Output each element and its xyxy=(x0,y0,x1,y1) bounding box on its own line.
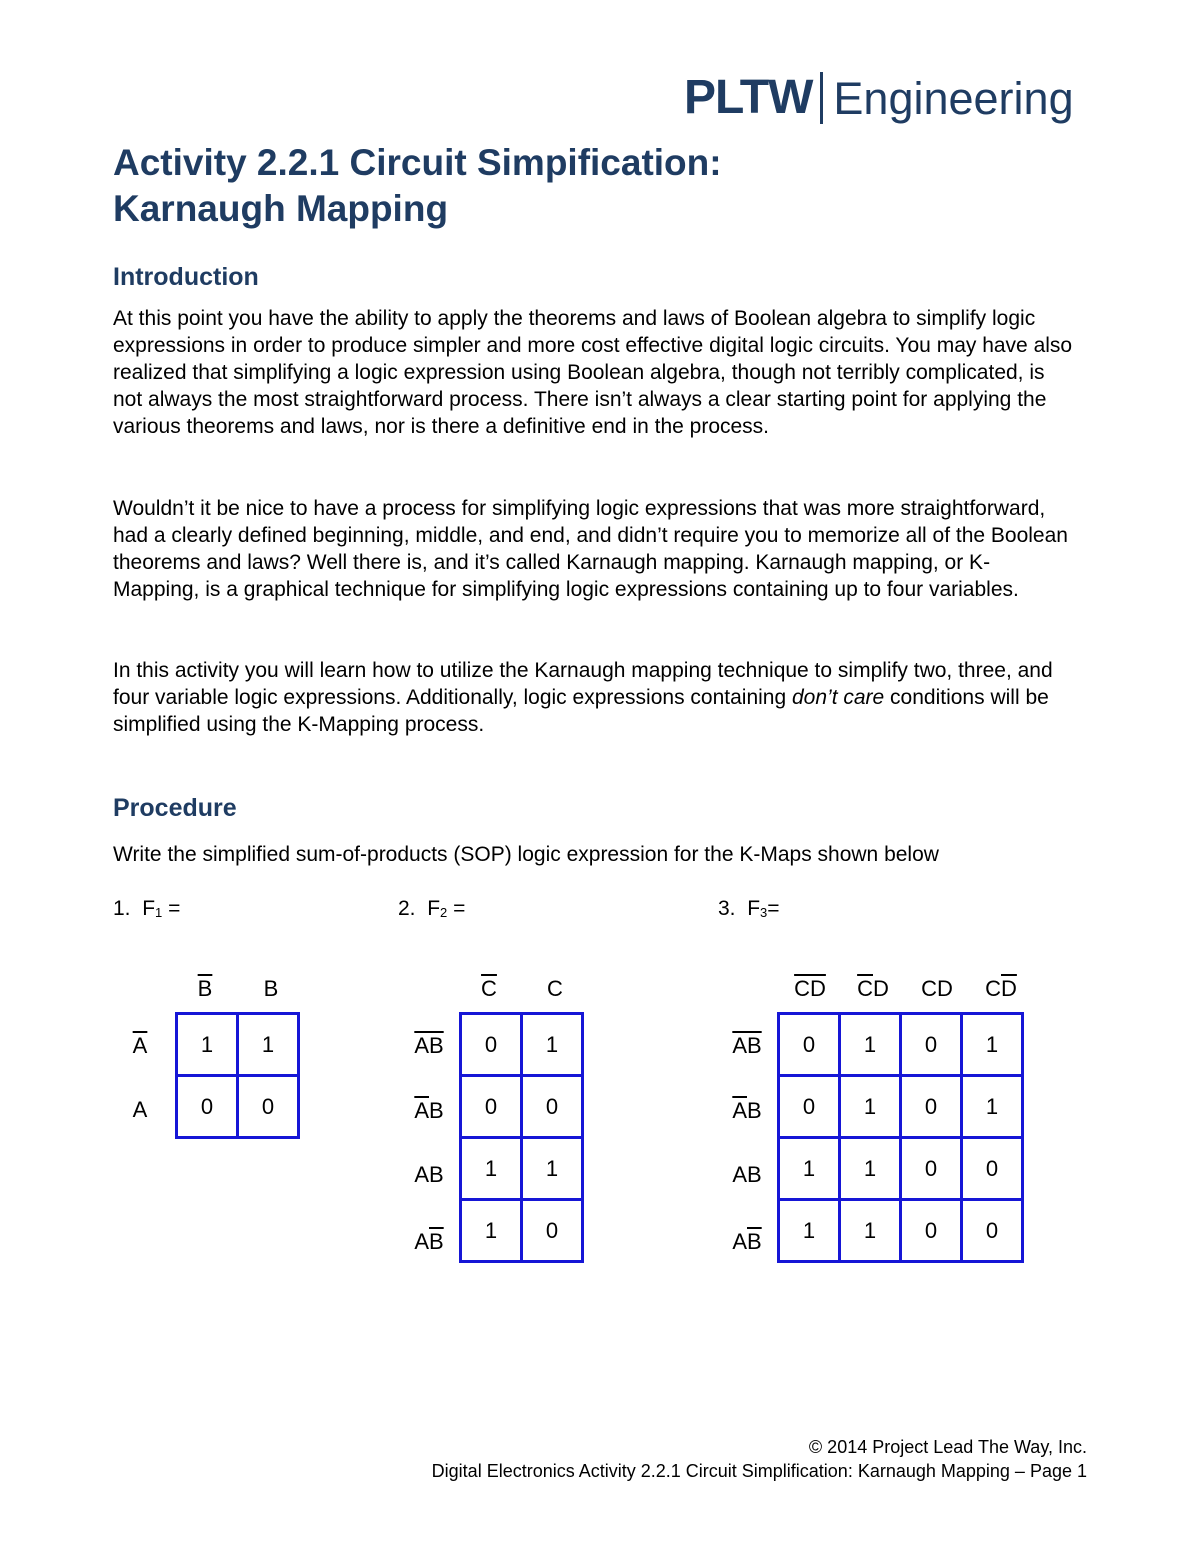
procedure-heading: Procedure xyxy=(113,794,237,822)
kmap3-cell: 1 xyxy=(840,1200,901,1262)
intro-paragraph-1: At this point you have the ability to apply the theorems and laws of Boolean algebra to simplify logic expressions in order to produce simpler and more cost effective digital logic circuits. You may have also realized that simplifying a logic expression using Boolean algebra, though not terribly complicated, is not always the most straightforward process. There isn’t always a clear starting point for applying the various theorems and laws, nor is there a definitive end in the process. xyxy=(113,307,1073,438)
kmap3-row xyxy=(779,1200,1023,1262)
kmap2-cell: 1 xyxy=(522,1014,583,1076)
kmap2-cell: 1 xyxy=(461,1200,522,1262)
kmap2-row-label-1: $\overline{A}\overline{B}$ xyxy=(414,1033,444,1058)
kmap2-cell: 1 xyxy=(461,1138,522,1200)
kmap2-cell: 1 xyxy=(522,1138,583,1200)
page-title xyxy=(113,140,722,232)
kmap2-row xyxy=(461,1076,583,1138)
kmap3-col-label-4: $C\overline{D}$ xyxy=(985,976,1017,1001)
kmap2-cell: 0 xyxy=(522,1076,583,1138)
kmap1-row xyxy=(177,1076,299,1138)
kmap3-cell: 0 xyxy=(901,1200,962,1262)
intro-paragraph-3 xyxy=(113,657,1073,738)
kmap1-cell: 0 xyxy=(177,1076,238,1138)
kmap3-row xyxy=(779,1076,1023,1138)
logo-product: Engineering xyxy=(833,72,1074,124)
introduction-heading: Introduction xyxy=(113,263,259,291)
kmap3-row-label-3: AB xyxy=(732,1162,762,1187)
footer-page-line: Digital Electronics Activity 2.2.1 Circuit Simplification: Karnaugh Mapping – Page 1 xyxy=(431,1461,1087,1481)
kmap3-col-label-1: $\overline{C}\overline{D}$ xyxy=(794,976,826,1001)
kmap2-row xyxy=(461,1014,583,1076)
question-3-label: 3. $F_3=$ xyxy=(718,897,780,920)
question-2-label: 2. $F_2$ = xyxy=(398,897,466,920)
kmap1-col-label-b: B xyxy=(263,976,279,1001)
kmap2-cell: 0 xyxy=(522,1200,583,1262)
kmap3-row-label-4: $A\overline{B}$ xyxy=(732,1229,762,1254)
kmap3-row-label-2: $\overline{A}B$ xyxy=(732,1098,762,1123)
procedure-prompt: Write the simplified sum-of-products (SOP) logic expression for the K-Maps shown below xyxy=(113,843,939,866)
kmap2-row xyxy=(461,1138,583,1200)
kmap3-cell: 1 xyxy=(962,1014,1023,1076)
intro-p3-text-b: conditions will be simplified using the K-Mapping process. xyxy=(113,686,1049,736)
kmap3-cell: 0 xyxy=(779,1014,840,1076)
kmap3-col-label-2: $\overline{C}D$ xyxy=(857,976,889,1001)
kmap3-cell: 1 xyxy=(779,1138,840,1200)
kmap1-row xyxy=(177,1014,299,1076)
title-line-1: Activity 2.2.1 Circuit Simpification: xyxy=(113,142,722,183)
kmap1-cell: 0 xyxy=(238,1076,299,1138)
kmap2-cell: 0 xyxy=(461,1076,522,1138)
kmap2-col-label-c: C xyxy=(547,976,563,1001)
logo-brand: PLTW xyxy=(684,71,813,124)
pltw-logo xyxy=(684,68,1074,128)
title-line-2: Karnaugh Mapping xyxy=(113,188,449,229)
kmap3-cell: 0 xyxy=(962,1200,1023,1262)
intro-p3-text-a: In this activity you will learn how to utilize the Karnaugh mapping technique to simplify two, three, and four variable logic expressions. Additionally, logic expressions containing xyxy=(113,659,1053,709)
kmap1-cell: 1 xyxy=(177,1014,238,1076)
kmap-2 xyxy=(459,1012,584,1263)
intro-p3-italic: don’t care xyxy=(791,686,885,709)
kmap2-row xyxy=(461,1200,583,1262)
kmap1-cell: 1 xyxy=(238,1014,299,1076)
kmap3-col-label-3: CD xyxy=(921,976,953,1001)
kmap-3 xyxy=(777,1012,1024,1263)
kmap2-row-label-4: $A\overline{B}$ xyxy=(414,1229,444,1254)
kmap3-cell: 0 xyxy=(901,1138,962,1200)
kmap2-cell: 0 xyxy=(461,1014,522,1076)
kmap3-row xyxy=(779,1014,1023,1076)
kmap2-row-label-3: AB xyxy=(414,1162,444,1187)
kmap3-cell: 1 xyxy=(840,1138,901,1200)
kmap3-row xyxy=(779,1138,1023,1200)
logo-divider xyxy=(820,72,823,124)
kmap3-cell: 1 xyxy=(840,1014,901,1076)
kmap1-col-label-b-bar: $\overline{B}$ xyxy=(197,976,213,1001)
footer-copyright: © 2014 Project Lead The Way, Inc. xyxy=(808,1437,1087,1457)
kmap3-cell: 1 xyxy=(962,1076,1023,1138)
kmap3-cell: 0 xyxy=(779,1076,840,1138)
question-1-label: 1. $F_1$ = xyxy=(113,897,181,920)
kmap3-cell: 1 xyxy=(840,1076,901,1138)
intro-paragraph-2: Wouldn’t it be nice to have a process for simplifying logic expressions that was more straightforward, had a clearly defined beginning, middle, and end, and didn’t require you to memorize all of the Boolean theorems and laws? Well there is, and it’s called Karnaugh mapping. Karnaugh mapping, or K-Mapping, is a graphical technique for simplifying logic expressions containing up to four variables. xyxy=(113,497,1068,601)
kmap2-col-label-c-bar: $\overline{C}$ xyxy=(481,976,497,1001)
kmap-1 xyxy=(175,1012,300,1139)
kmap3-cell: 0 xyxy=(901,1014,962,1076)
kmap3-cell: 1 xyxy=(779,1200,840,1262)
kmap3-cell: 0 xyxy=(901,1076,962,1138)
kmap1-row-label-a: A xyxy=(132,1097,148,1122)
kmap3-cell: 0 xyxy=(962,1138,1023,1200)
kmap1-row-label-a-bar: $\overline{A}$ xyxy=(132,1033,148,1058)
kmap3-row-label-1: $\overline{A}\overline{B}$ xyxy=(732,1033,762,1058)
kmap2-row-label-2: $\overline{A}B$ xyxy=(414,1098,444,1123)
